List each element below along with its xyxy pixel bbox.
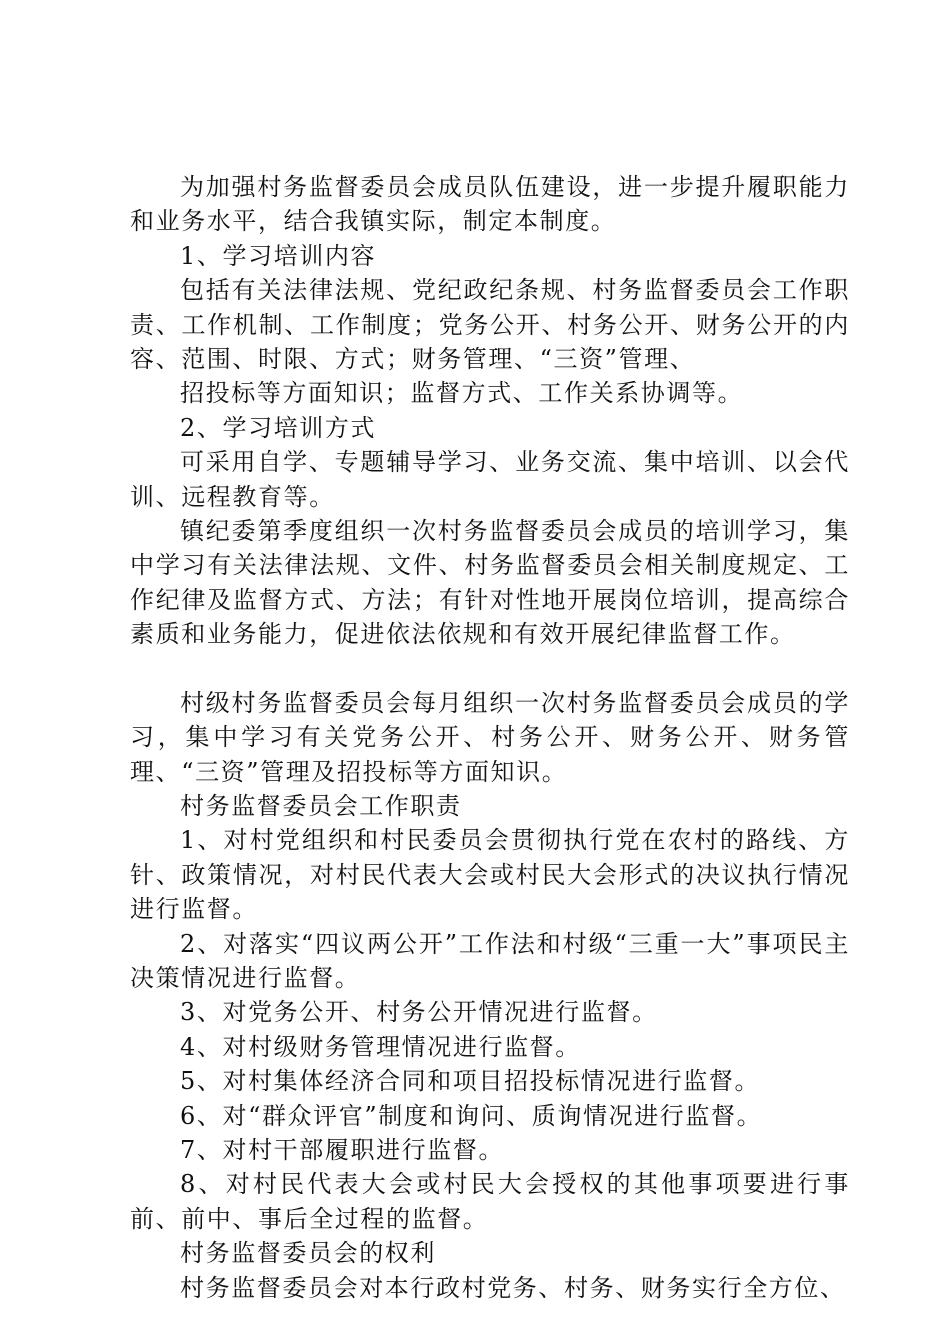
duty-item-6: 6、对“群众评官”制度和询问、质询情况进行监督。: [180, 1101, 763, 1130]
duty-item-1: 1、对村党组织和村民委员会贯彻执行党在农村的路线、方针、政策情况，对村民代表大会或村民大会形式的决议执行情况进行监督。: [130, 826, 850, 924]
paragraph-village-training: 村级村务监督委员会每月组织一次村务监督委员会成员的学习，集中学习有关党务公开、村务公开、财务公开、财务管理、“三资”管理及招投标等方面知识。: [130, 688, 850, 786]
duty-item-7: 7、对村干部履职进行监督。: [180, 1135, 505, 1164]
document-body: [130, 170, 850, 1305]
paragraph-rights: 村务监督委员会对本行政村党务、村务、财务实行全方位、: [180, 1273, 846, 1302]
section-heading-training-content: 1、学习培训内容: [180, 241, 377, 270]
paragraph-training-content-continued: 招投标等方面知识；监督方式、工作关系协调等。: [180, 379, 744, 408]
duty-item-3: 3、对党务公开、村务公开情况进行监督。: [180, 998, 658, 1027]
paragraph-town-training: 镇纪委第季度组织一次村务监督委员会成员的培训学习，集中学习有关法律法规、文件、村务监督委员会相关制度规定、工作纪律及监督方式、方法；有针对性地开展岗位培训，提高综合素质和业务能力，促进依法依规和有效开展纪律监督工作。: [130, 517, 850, 649]
intro-paragraph: 为加强村务监督委员会成员队伍建设，进一步提升履职能力和业务水平，结合我镇实际，制定本制度。: [130, 173, 850, 236]
duty-item-5: 5、对村集体经济合同和项目招投标情况进行监督。: [180, 1067, 761, 1096]
section-heading-rights: 村务监督委员会的权利: [180, 1239, 436, 1268]
section-heading-training-method: 2、学习培训方式: [180, 413, 377, 442]
duty-item-2: 2、对落实“四议两公开”工作法和村级“三重一大”事项民主决策情况进行监督。: [130, 929, 850, 992]
duty-item-4: 4、对村级财务管理情况进行监督。: [180, 1032, 581, 1061]
section-heading-duties: 村务监督委员会工作职责: [180, 791, 462, 820]
duty-item-8: 8、对村民代表大会或村民大会授权的其他事项要进行事前、前中、事后全过程的监督。: [130, 1170, 850, 1233]
paragraph-training-method: 可采用自学、专题辅导学习、业务交流、集中培训、以会代训、远程教育等。: [130, 448, 850, 511]
paragraph-training-content: 包括有关法律法规、党纪政纪条规、村务监督委员会工作职责、工作机制、工作制度；党务公开、村务公开、财务公开的内容、范围、时限、方式；财务管理、“三资”管理、: [130, 276, 850, 374]
